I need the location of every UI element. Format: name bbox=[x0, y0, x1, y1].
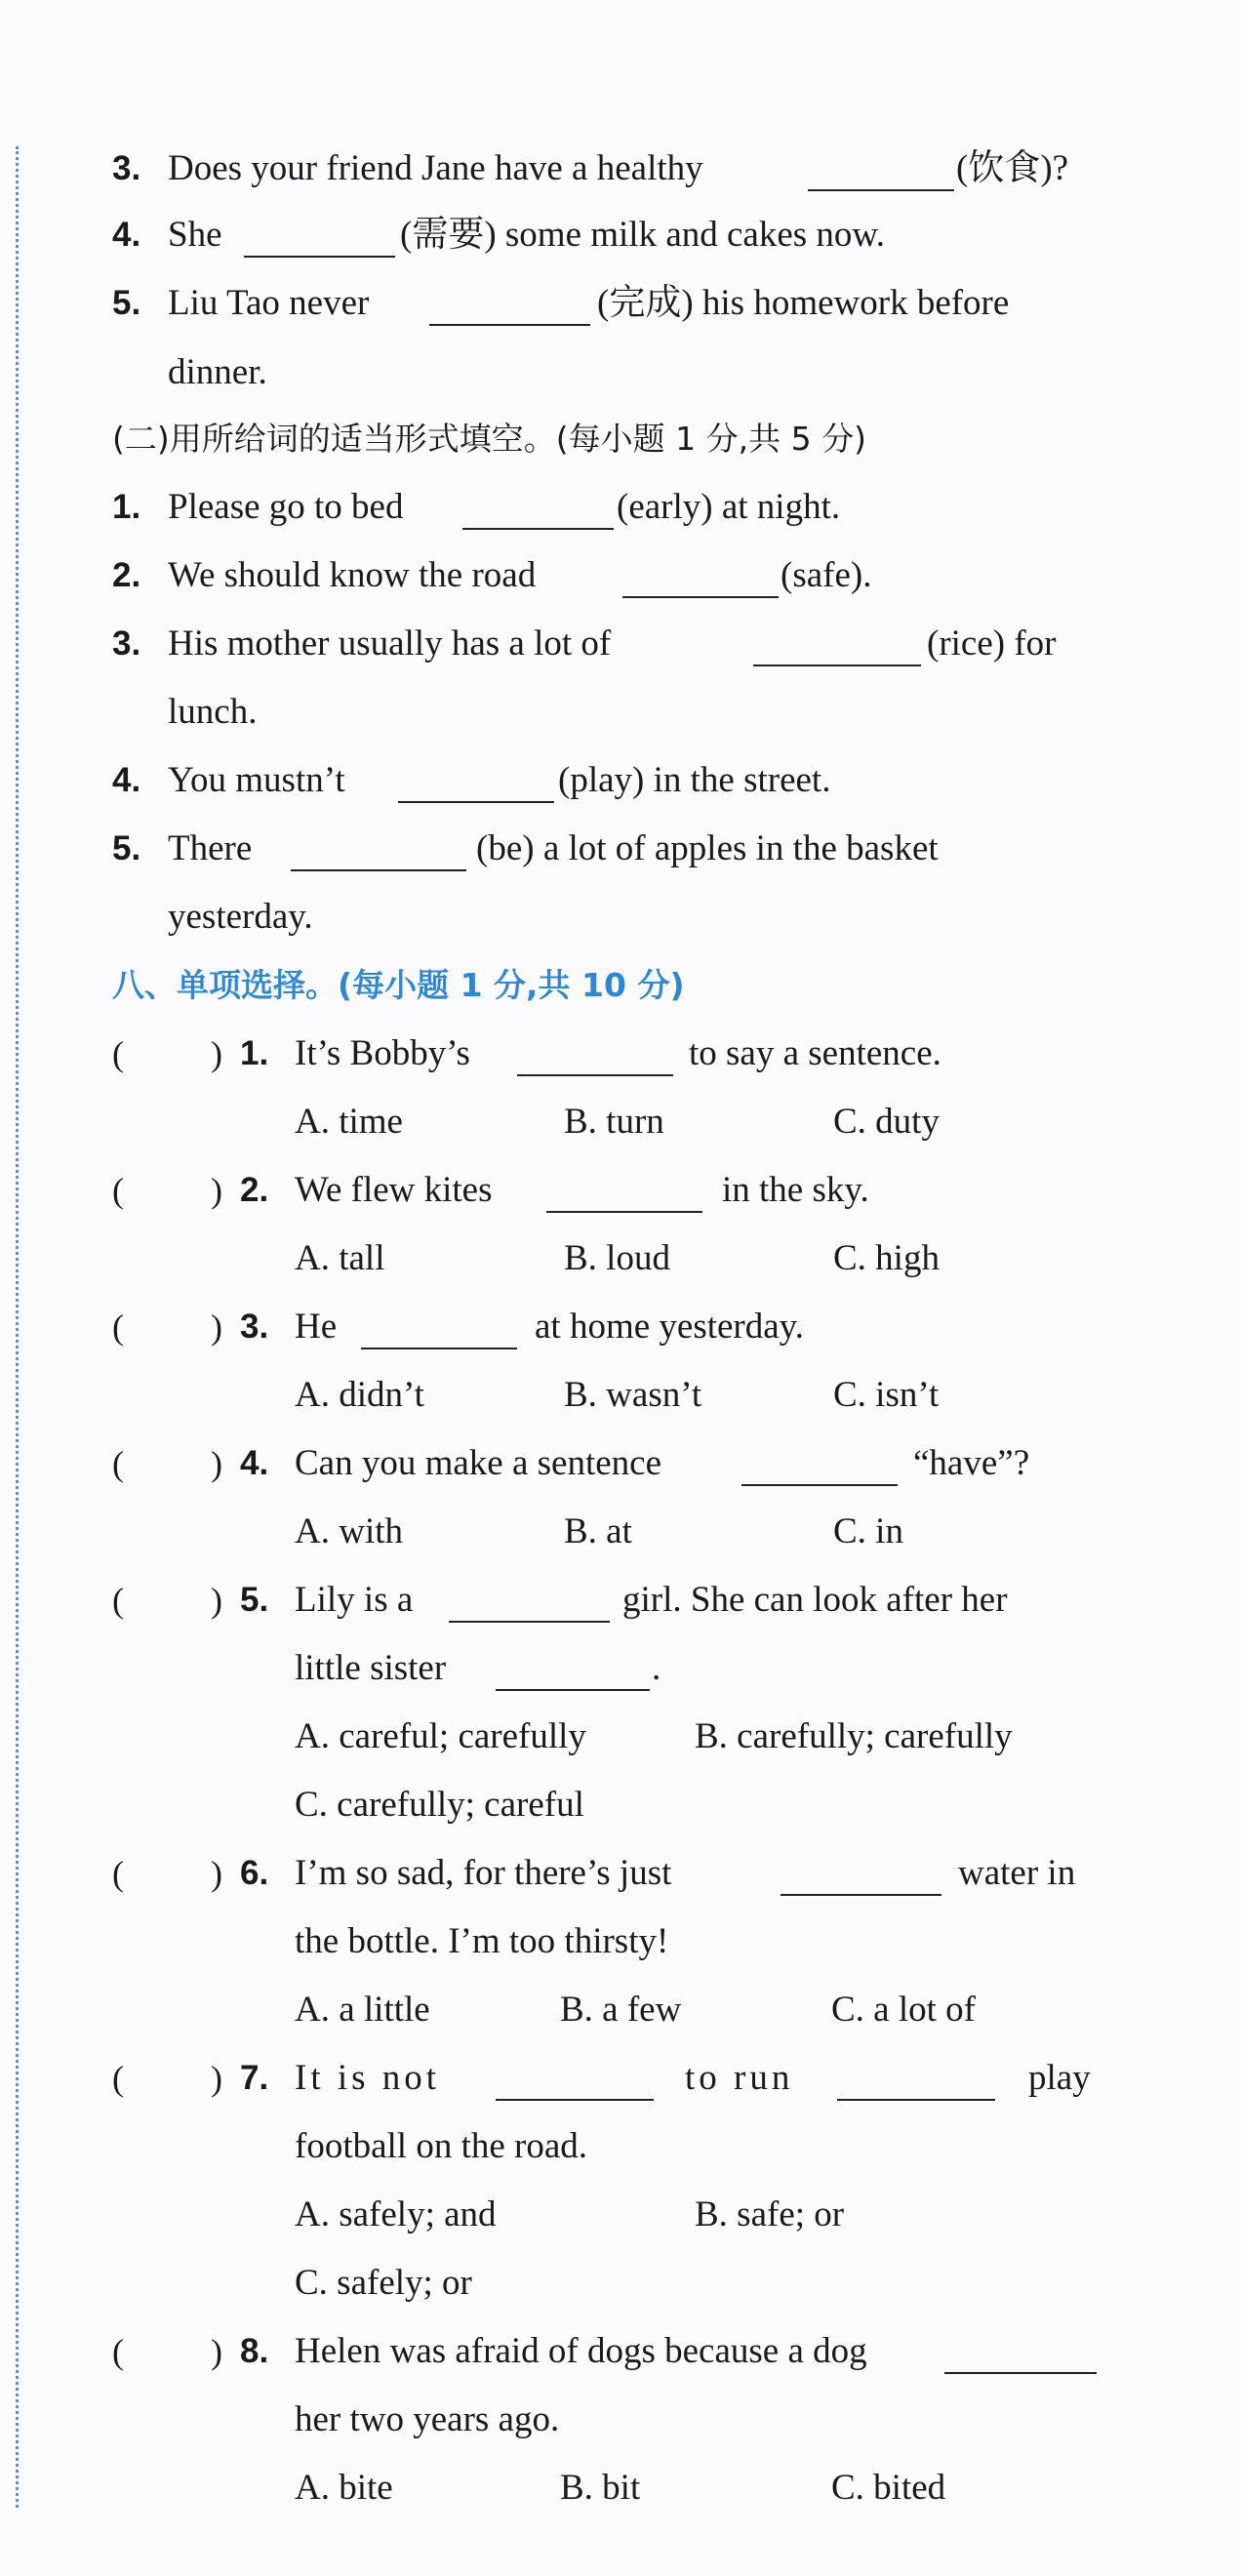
question-5-line2 bbox=[0, 1639, 1241, 1698]
answer-paren-close: ) bbox=[211, 1034, 222, 1073]
question-stem: Lily is a bbox=[295, 1580, 414, 1620]
answer-blank[interactable] bbox=[361, 1310, 517, 1349]
answer-paren-open: ( bbox=[112, 1171, 124, 1210]
item-text: She bbox=[168, 215, 222, 255]
option-b[interactable]: B. carefully; carefully bbox=[695, 1716, 1013, 1756]
answer-box[interactable] bbox=[148, 1442, 209, 1485]
answer-box[interactable] bbox=[148, 1032, 209, 1075]
answer-box[interactable] bbox=[148, 1852, 209, 1895]
question-stem: We flew kites bbox=[295, 1170, 493, 1210]
item-hint: (play) in the street. bbox=[558, 760, 831, 800]
question-7-options-row1 bbox=[0, 2186, 1241, 2244]
question-stem: He bbox=[295, 1307, 338, 1347]
question-stem-end: “have”? bbox=[913, 1443, 1030, 1483]
question-stem-end: girl. She can look after her bbox=[622, 1580, 1008, 1620]
question-4 bbox=[0, 1434, 1241, 1493]
answer-blank[interactable] bbox=[398, 764, 554, 803]
question-stem: Can you make a sentence bbox=[295, 1443, 662, 1483]
question-stem-end: to say a sentence. bbox=[689, 1033, 941, 1073]
question-number: 3. bbox=[240, 1308, 269, 1346]
answer-blank[interactable] bbox=[517, 1037, 673, 1076]
answer-blank[interactable] bbox=[496, 1652, 650, 1691]
question-4-options bbox=[0, 1503, 1241, 1561]
option-a[interactable]: A. didn’t bbox=[295, 1375, 424, 1415]
question-8 bbox=[0, 2322, 1241, 2381]
answer-box[interactable] bbox=[148, 1306, 209, 1348]
question-2-options bbox=[0, 1229, 1241, 1288]
answer-blank[interactable] bbox=[449, 1584, 610, 1623]
fill-item-3 bbox=[0, 140, 1241, 198]
part-two-heading: (二)用所给词的适当形式填空。(每小题 1 分,共 5 分) bbox=[112, 420, 866, 458]
question-6-options bbox=[0, 1981, 1241, 2039]
fill-item-1 bbox=[0, 478, 1241, 537]
section-eight-heading-row bbox=[0, 956, 1241, 1015]
question-number: 2. bbox=[240, 1171, 269, 1209]
question-number: 1. bbox=[240, 1034, 269, 1072]
question-6 bbox=[0, 1844, 1241, 1903]
option-b[interactable]: B. a few bbox=[560, 1990, 682, 2030]
question-number: 6. bbox=[240, 1854, 269, 1892]
answer-box[interactable] bbox=[148, 1169, 209, 1212]
question-8-options bbox=[0, 2459, 1241, 2517]
answer-paren-open: ( bbox=[112, 1034, 124, 1073]
option-a[interactable]: A. tall bbox=[295, 1238, 385, 1278]
item-number: 4. bbox=[112, 216, 141, 254]
question-stem: It’s Bobby’s bbox=[295, 1033, 470, 1073]
answer-paren-open: ( bbox=[112, 2059, 124, 2098]
option-c[interactable]: C. safely; or bbox=[295, 2263, 472, 2303]
question-number: 4. bbox=[240, 1444, 269, 1482]
item-number: 1. bbox=[112, 488, 141, 526]
question-1-options bbox=[0, 1093, 1241, 1151]
question-stem-middle: to run bbox=[685, 2058, 794, 2098]
item-hint: (完成) his homework before bbox=[597, 283, 1010, 323]
question-7-options-row2 bbox=[0, 2254, 1241, 2313]
option-b[interactable]: B. wasn’t bbox=[564, 1375, 702, 1415]
answer-paren-open: ( bbox=[112, 2332, 124, 2371]
question-stem: I’m so sad, for there’s just bbox=[295, 1853, 672, 1893]
item-hint: (饮食)? bbox=[956, 148, 1069, 188]
answer-paren-close: ) bbox=[211, 1854, 222, 1893]
question-2 bbox=[0, 1161, 1241, 1220]
option-c[interactable]: C. duty bbox=[833, 1102, 940, 1142]
option-c[interactable]: C. in bbox=[833, 1511, 903, 1551]
answer-blank[interactable] bbox=[781, 1857, 941, 1896]
fill-item-3 bbox=[0, 615, 1241, 673]
section-eight-heading: 八、单项选择。(每小题 1 分,共 10 分) bbox=[112, 966, 685, 1004]
answer-blank[interactable] bbox=[546, 1174, 702, 1213]
question-stem-end: water in bbox=[958, 1853, 1076, 1893]
question-5-options-row2 bbox=[0, 1776, 1241, 1834]
question-stem: It is not bbox=[295, 2058, 441, 2098]
option-a[interactable]: A. safely; and bbox=[295, 2194, 497, 2234]
question-7-line2 bbox=[0, 2117, 1241, 2176]
question-stem-continued: little sister bbox=[295, 1648, 447, 1688]
option-c[interactable]: C. high bbox=[833, 1238, 940, 1278]
item-number: 3. bbox=[112, 149, 141, 187]
answer-blank[interactable] bbox=[837, 2062, 995, 2101]
answer-paren-open: ( bbox=[112, 1444, 124, 1483]
item-text: His mother usually has a lot of bbox=[168, 624, 612, 664]
question-5-options-row1 bbox=[0, 1708, 1241, 1766]
question-6-line2 bbox=[0, 1912, 1241, 1971]
fill-item-5 bbox=[0, 820, 1241, 878]
option-a[interactable]: A. a little bbox=[295, 1990, 430, 2030]
item-hint: (需要) some milk and cakes now. bbox=[400, 215, 885, 255]
question-number: 5. bbox=[240, 1581, 269, 1619]
answer-paren-close: ) bbox=[211, 2059, 222, 2098]
answer-box[interactable] bbox=[148, 1579, 209, 1622]
fill-item-5-continuation bbox=[0, 343, 1241, 402]
item-text: Please go to bed bbox=[168, 487, 404, 527]
item-number: 5. bbox=[112, 284, 141, 322]
item-text: Liu Tao never bbox=[168, 283, 370, 323]
option-b[interactable]: B. safe; or bbox=[695, 2194, 845, 2234]
answer-paren-close: ) bbox=[211, 1444, 222, 1483]
item-text: You mustn’t bbox=[168, 760, 345, 800]
question-number: 7. bbox=[240, 2059, 269, 2097]
item-hint: (rice) for bbox=[927, 624, 1057, 664]
answer-box[interactable] bbox=[148, 2057, 209, 2100]
item-text: Does your friend Jane have a healthy bbox=[168, 148, 703, 188]
item-text-continued: lunch. bbox=[168, 692, 258, 732]
option-b[interactable]: B. bit bbox=[560, 2468, 641, 2508]
answer-paren-close: ) bbox=[211, 1171, 222, 1210]
sentence-period: . bbox=[652, 1648, 661, 1688]
answer-paren-open: ( bbox=[112, 1308, 124, 1347]
question-7 bbox=[0, 2049, 1241, 2108]
question-stem-end: at home yesterday. bbox=[535, 1307, 805, 1347]
answer-blank[interactable] bbox=[429, 287, 590, 326]
answer-blank[interactable] bbox=[291, 832, 466, 871]
answer-paren-open: ( bbox=[112, 1581, 124, 1620]
fill-item-4 bbox=[0, 751, 1241, 810]
part-two-heading-row bbox=[0, 410, 1241, 468]
item-text: There bbox=[168, 828, 253, 868]
fill-item-5-continuation bbox=[0, 888, 1241, 946]
option-a[interactable]: A. with bbox=[295, 1511, 403, 1551]
item-number: 3. bbox=[112, 624, 141, 663]
question-5 bbox=[0, 1571, 1241, 1630]
fill-item-5 bbox=[0, 274, 1241, 333]
option-b[interactable]: B. at bbox=[564, 1511, 632, 1551]
question-8-line2 bbox=[0, 2391, 1241, 2449]
item-text-continued: dinner. bbox=[168, 352, 267, 392]
question-number: 8. bbox=[240, 2332, 269, 2370]
fill-item-4 bbox=[0, 206, 1241, 264]
option-b[interactable]: B. loud bbox=[564, 1238, 670, 1278]
option-a[interactable]: A. bite bbox=[295, 2468, 393, 2508]
question-stem: Helen was afraid of dogs because a dog bbox=[295, 2331, 867, 2371]
question-stem-continued: the bottle. I’m too thirsty! bbox=[295, 1921, 669, 1961]
question-3 bbox=[0, 1298, 1241, 1356]
question-stem-continued: her two years ago. bbox=[295, 2399, 560, 2439]
item-text-continued: yesterday. bbox=[168, 897, 313, 937]
item-hint: (be) a lot of apples in the basket bbox=[476, 828, 939, 868]
option-c[interactable]: C. bited bbox=[831, 2468, 946, 2508]
answer-blank[interactable] bbox=[741, 1447, 898, 1486]
question-stem-end: play bbox=[1028, 2058, 1091, 2098]
answer-blank[interactable] bbox=[244, 219, 395, 258]
answer-blank[interactable] bbox=[496, 2062, 654, 2101]
item-text: We should know the road bbox=[168, 555, 537, 595]
answer-blank[interactable] bbox=[753, 627, 921, 666]
answer-paren-close: ) bbox=[211, 2332, 222, 2371]
answer-paren-open: ( bbox=[112, 1854, 124, 1893]
option-c[interactable]: C. isn’t bbox=[833, 1375, 940, 1415]
item-number: 4. bbox=[112, 761, 141, 799]
option-a[interactable]: A. time bbox=[295, 1102, 403, 1142]
option-b[interactable]: B. turn bbox=[564, 1102, 664, 1142]
question-stem-end: in the sky. bbox=[722, 1170, 869, 1210]
question-3-options bbox=[0, 1366, 1241, 1425]
answer-box[interactable] bbox=[148, 2330, 209, 2373]
option-a[interactable]: A. careful; carefully bbox=[295, 1716, 586, 1756]
answer-blank[interactable] bbox=[622, 559, 779, 598]
answer-blank[interactable] bbox=[462, 491, 614, 530]
fill-item-3-continuation bbox=[0, 683, 1241, 742]
option-c[interactable]: C. carefully; careful bbox=[295, 1785, 584, 1825]
question-1 bbox=[0, 1025, 1241, 1083]
answer-blank[interactable] bbox=[944, 2335, 1097, 2374]
item-number: 5. bbox=[112, 829, 141, 867]
item-number: 2. bbox=[112, 556, 141, 594]
answer-paren-close: ) bbox=[211, 1581, 222, 1620]
answer-blank[interactable] bbox=[808, 152, 954, 191]
fill-item-2 bbox=[0, 546, 1241, 605]
item-hint: (safe). bbox=[781, 555, 872, 595]
item-hint: (early) at night. bbox=[617, 487, 841, 527]
option-c[interactable]: C. a lot of bbox=[831, 1990, 976, 2030]
question-stem-continued: football on the road. bbox=[295, 2126, 588, 2166]
answer-paren-close: ) bbox=[211, 1308, 222, 1347]
